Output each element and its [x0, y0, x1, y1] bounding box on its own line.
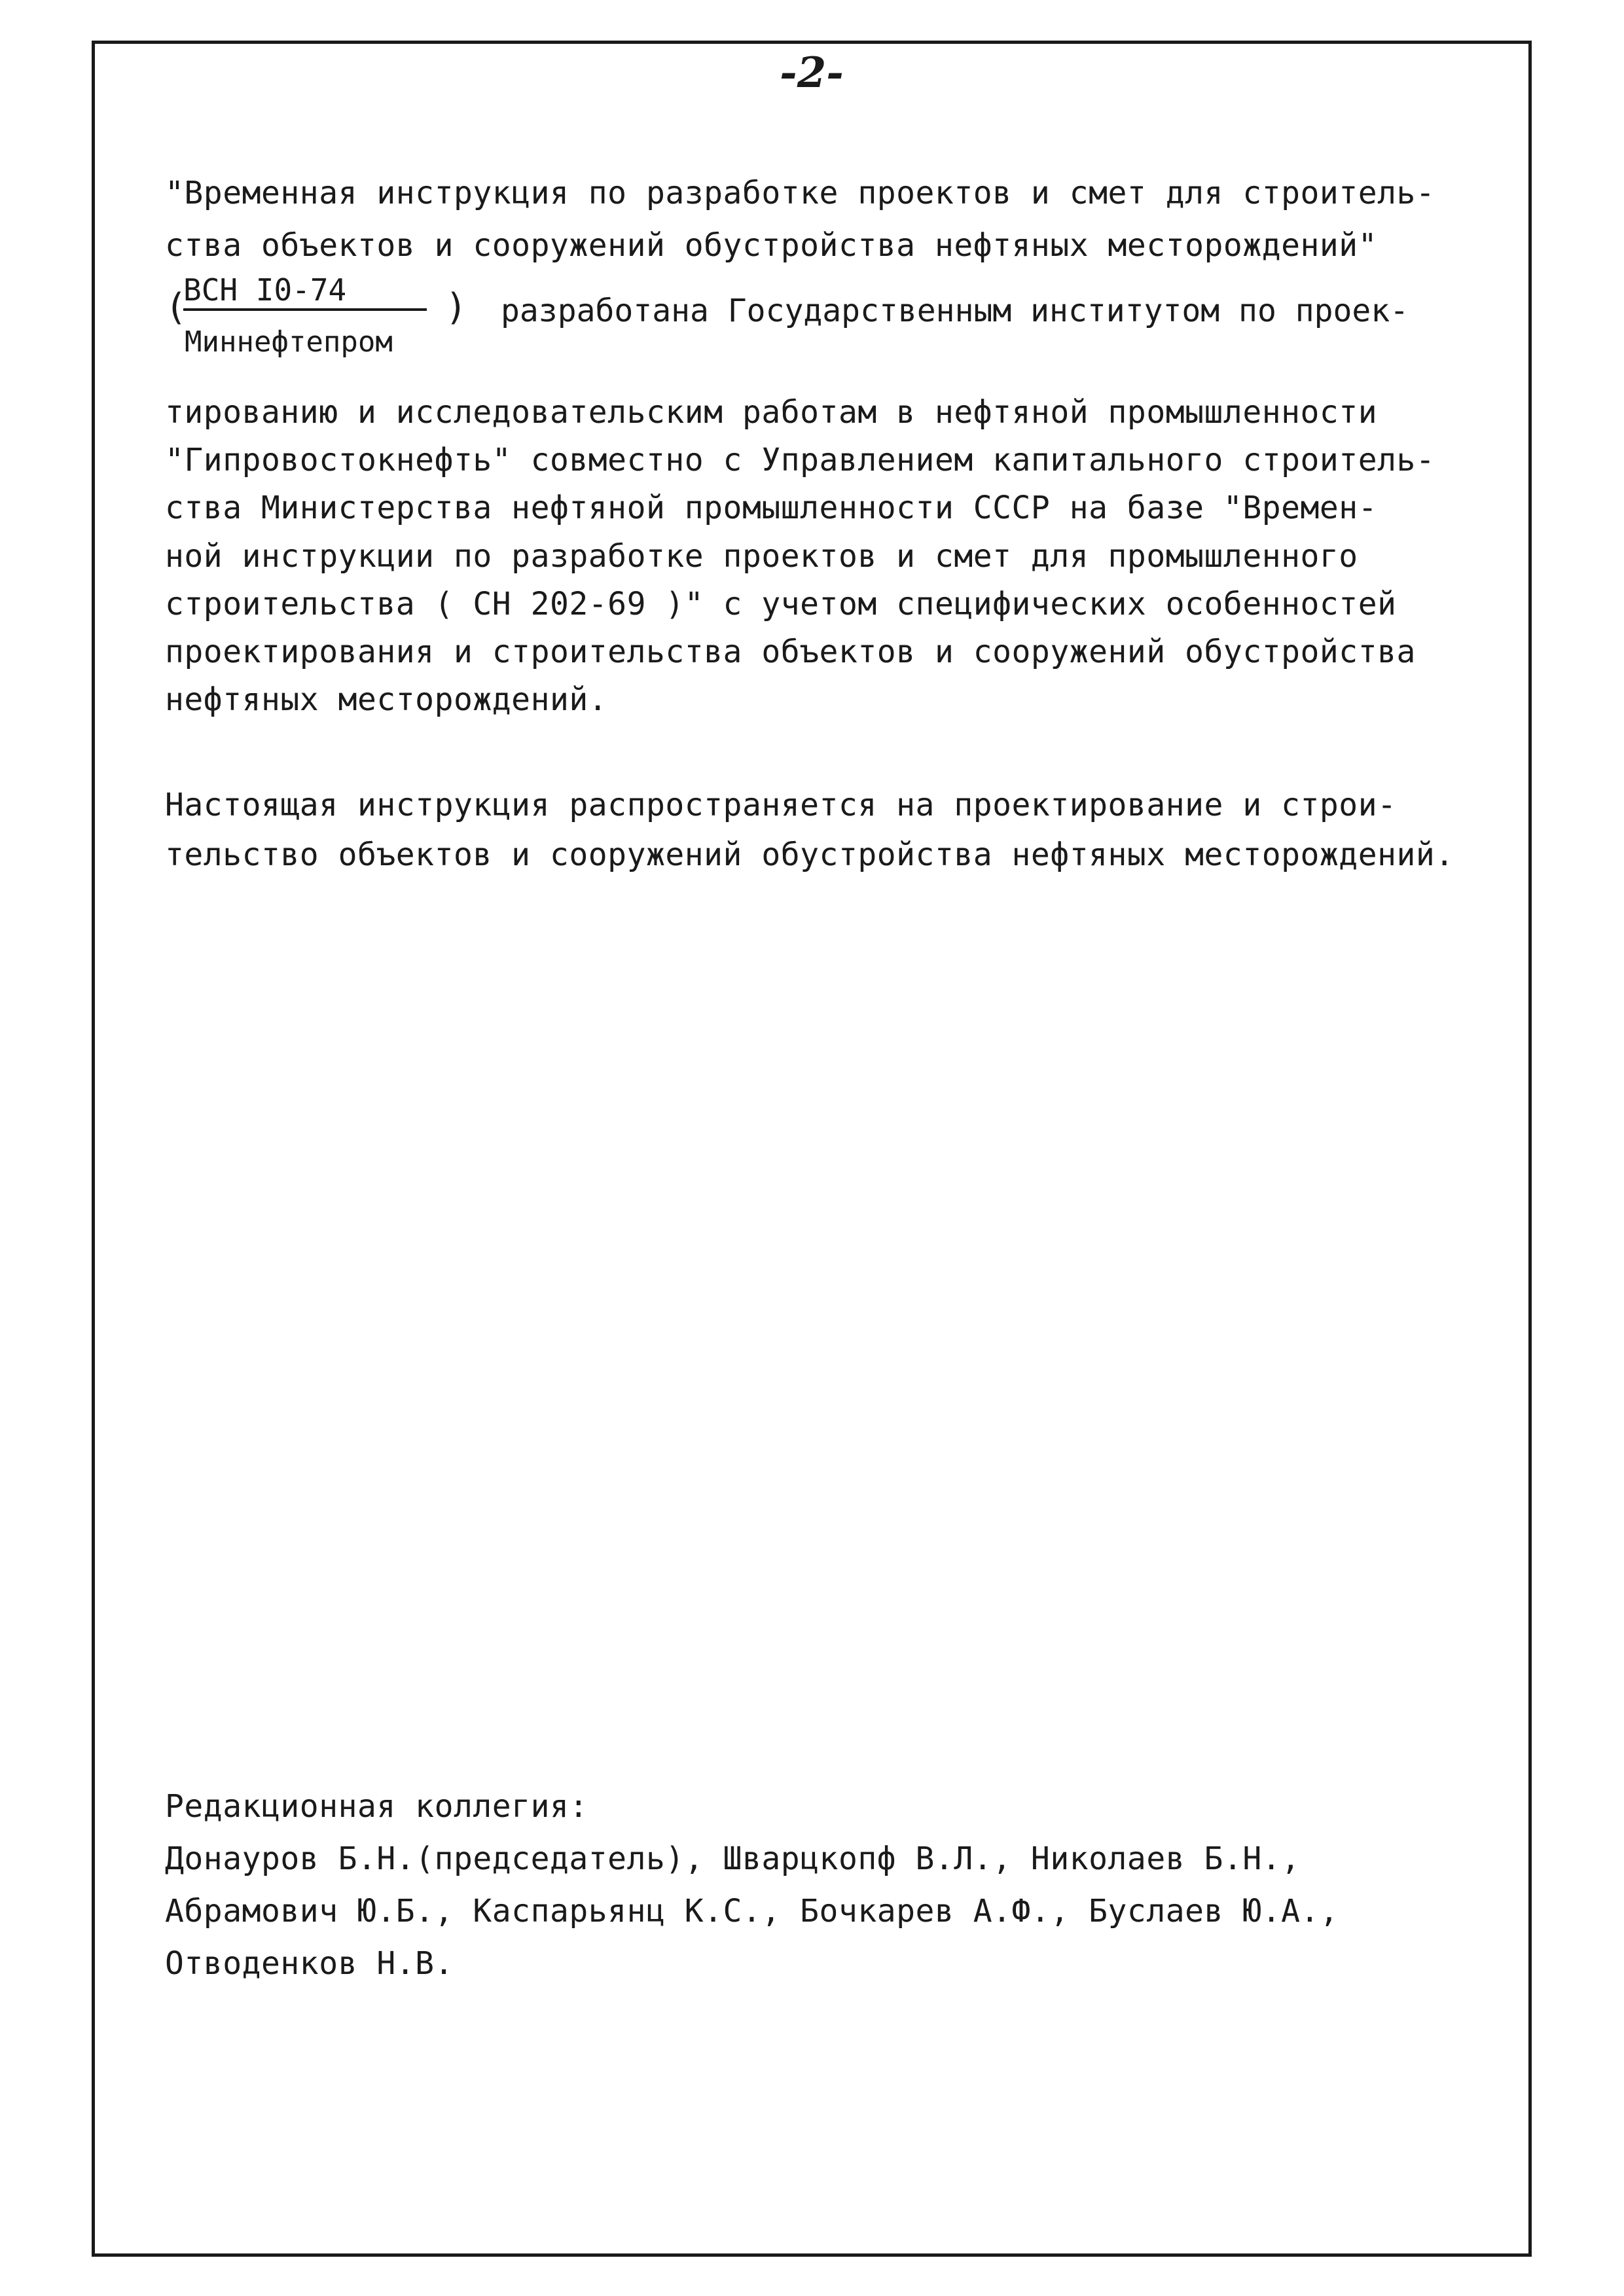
- editorial-heading: Редакционная коллегия:: [165, 1788, 588, 1825]
- para1-line4: тированию и исследовательским работам в нефтяной промышленности: [165, 394, 1378, 431]
- editorial-line2: Абрамович Ю.Б., Каспарьянц К.С., Бочкарев А.Ф., Буслаев Ю.А.,: [165, 1893, 1339, 1929]
- fraction-numerator: ВСН I0-74: [183, 272, 427, 311]
- para2-line2: тельство объектов и сооружений обустройства нефтяных месторождений.: [165, 836, 1454, 873]
- para1-line7: ной инструкции по разработке проектов и смет для промышленного: [165, 538, 1358, 575]
- para1-line6: ства Министерства нефтяной промышленности СССР на базе "Времен-: [165, 490, 1378, 526]
- editorial-line3: Отводенков Н.В.: [165, 1945, 454, 1982]
- para1-line9: проектирования и строительства объектов и сооружений обустройства: [165, 634, 1416, 670]
- para1-line10: нефтяных месторождений.: [165, 681, 608, 718]
- para1-line5: "Гипровостокнефть" совместно с Управлением капитального строитель-: [165, 442, 1435, 478]
- paren-open: (: [165, 286, 187, 329]
- para1-line8: строительства ( СН 202-69 )" с учетом специфических особенностей: [165, 586, 1397, 622]
- para1-line3: разработана Государственным институтом по проек-: [501, 293, 1409, 329]
- para1-line1: "Временная инструкция по разработке проектов и смет для строитель-: [165, 175, 1435, 211]
- page-number: -2-: [780, 48, 844, 98]
- editorial-line1: Донауров Б.Н.(председатель), Шварцкопф В.Л., Николаев Б.Н.,: [165, 1840, 1301, 1877]
- fraction-denominator: Миннефтепром: [185, 325, 393, 359]
- para1-line2: ства объектов и сооружений обустройства нефтяных месторождений": [165, 227, 1378, 264]
- para2-line1: Настоящая инструкция распространяется на проектирование и строи-: [165, 787, 1397, 823]
- paren-close: ): [445, 286, 467, 329]
